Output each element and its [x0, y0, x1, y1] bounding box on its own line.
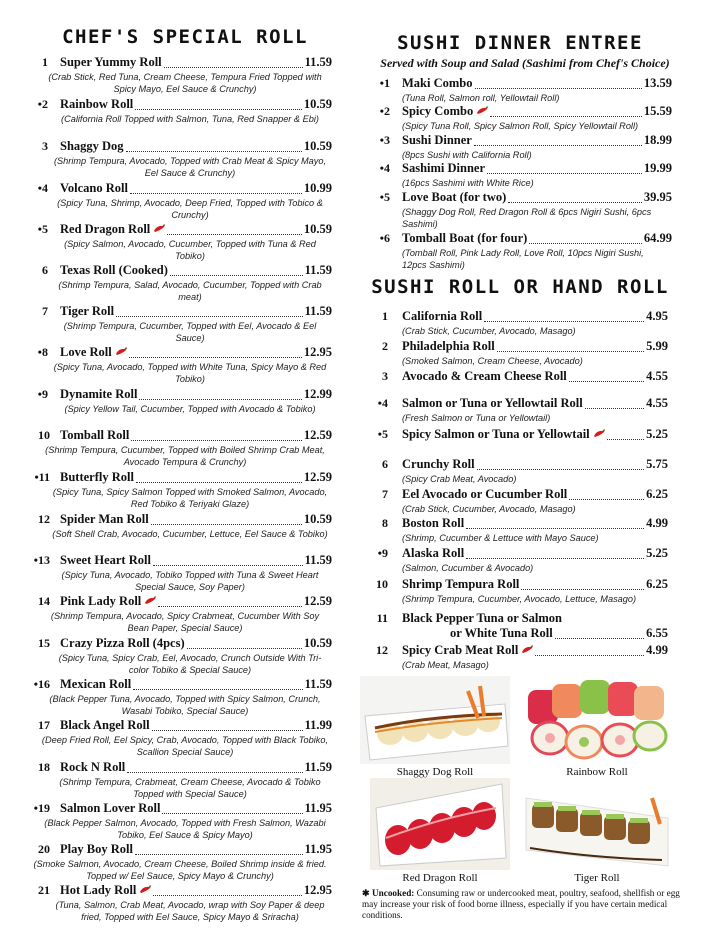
item-number: 11 [376, 611, 388, 625]
item-number: 6 [42, 263, 48, 277]
red-dragon-caption: Red Dragon Roll [402, 872, 478, 884]
item-number: •13 [33, 553, 50, 567]
item-price: 12.95 [303, 883, 332, 897]
item-description: (Salmon, Cucumber & Avocado) [402, 563, 534, 573]
item-name: Spicy Crab Meat Roll [402, 643, 519, 657]
item-name: Sushi Dinner [402, 133, 472, 147]
chefs-special-title: CHEF'S SPECIAL ROLL [62, 26, 308, 48]
chili-pepper-icon [144, 596, 156, 606]
item-price: 10.59 [303, 139, 332, 153]
item-number: •19 [33, 801, 50, 815]
item-number: •6 [379, 231, 390, 245]
item-name: Spider Man Roll [60, 512, 149, 526]
item-number: 20 [38, 842, 50, 856]
item-price: 13.59 [643, 76, 672, 90]
dot-leader [521, 580, 644, 590]
item-number: •16 [33, 677, 50, 691]
spicy-marker [141, 594, 156, 609]
item-price: 18.99 [643, 133, 672, 147]
item-name: Rock N Roll [60, 760, 126, 774]
item-description: (Black Pepper Tuna, Avocado, Topped with Spicy Salmon, Crunch, Wasabi Tobiko, Special Sauce) [49, 694, 321, 716]
item-description: (Smoke Salmon, Avocado, Cream Cheese, Boiled Shrimp inside & fried. Topped w/ Eel Sauce, Spicy Mayo & Crunchy) [33, 859, 327, 881]
item-number: 3 [382, 369, 388, 383]
item-description: (Shrimp Tempura, Crabmeat, Cream Cheese, Avocado & Tobiko Topped with Special Sauce) [59, 777, 321, 799]
item-description: (Fresh Salmon or Tuna or Yellowtail) [402, 413, 551, 423]
item-description: (California Roll Topped with Salmon, Tuna, Red Snapper & Ebi) [61, 114, 319, 124]
item-price: 10.99 [303, 181, 332, 195]
dot-leader [139, 390, 301, 400]
item-price: 6.25 [646, 577, 668, 591]
item-price: 11.59 [304, 677, 332, 691]
dot-leader [484, 312, 644, 322]
dot-leader [490, 107, 642, 117]
item-price: 4.99 [646, 516, 668, 530]
item-number: •9 [37, 387, 48, 401]
item-number: •2 [379, 104, 390, 118]
item-description: (Black Pepper Salmon, Avocado, Topped with Fresh Salmon, Wazabi Tobiko, Eel Sauce & Spicy Mayo) [44, 818, 326, 840]
rainbow-roll-photo [522, 676, 672, 764]
note-text: Consuming raw or undercooked meat, poultry, seafood, shellfish or egg may increase your risk of food borne illness, especially if you have certain medical conditions. [362, 888, 680, 920]
dot-leader [585, 399, 644, 409]
spicy-marker [590, 427, 605, 442]
item-name: Black Pepper Tuna or Salmon [402, 611, 562, 625]
dot-leader [127, 763, 302, 773]
item-number: 6 [382, 457, 388, 471]
item-description: (Crab Stick, Cucumber, Avocado, Masago) [402, 504, 576, 514]
item-name: Play Boy Roll [60, 842, 133, 856]
item-name: Dynamite Roll [60, 387, 138, 401]
item-price: 5.25 [646, 546, 668, 560]
item-price: 11.95 [304, 801, 332, 815]
dot-leader [162, 804, 302, 814]
spicy-marker [112, 345, 127, 360]
chili-pepper-icon [593, 429, 605, 439]
item-number: 8 [382, 516, 388, 530]
item-number: 12 [376, 643, 388, 657]
item-price: 12.59 [303, 428, 332, 442]
dot-leader [497, 342, 644, 352]
dot-leader [569, 490, 644, 500]
dot-leader [133, 680, 302, 690]
item-description: (Spicy Tuna, Avocado, Topped with White Tuna, Spicy Mayo & Red Tobiko) [53, 362, 327, 384]
item-name: Tomball Boat (for four) [402, 231, 528, 245]
chili-pepper-icon [476, 106, 488, 116]
dot-leader [569, 372, 644, 382]
item-name: Salmon or Tuna or Yellowtail Roll [402, 396, 583, 410]
item-description: (Shrimp Tempura, Cucumber, Topped with Eel, Avocado & Eel Sauce) [63, 321, 317, 343]
item-name: Crazy Pizza Roll (4pcs) [60, 636, 185, 650]
dot-leader [153, 886, 301, 896]
dot-leader [151, 515, 302, 525]
dot-leader [466, 519, 644, 529]
spicy-marker [518, 643, 533, 658]
item-description: (Soft Shell Crab, Avocado, Cucumber, Lettuce, Eel Sauce & Tobiko) [52, 529, 328, 539]
item-price: 19.99 [643, 161, 672, 175]
item-name: Love Boat (for two) [402, 190, 507, 204]
item-name: Volcano Roll [60, 181, 128, 195]
item-name: California Roll [402, 309, 483, 323]
item-name: Rainbow Roll [60, 97, 134, 111]
tiger-roll-photo [522, 778, 672, 870]
item-number: •9 [377, 546, 388, 560]
item-number: •3 [379, 133, 390, 147]
dot-leader [131, 431, 302, 441]
item-description: (Tuna Roll, Salmon roll, Yellowtail Roll) [402, 93, 560, 103]
item-price: 4.95 [646, 309, 668, 323]
item-name: Mexican Roll [60, 677, 132, 691]
item-name: Sashimi Dinner [402, 161, 486, 175]
dot-leader [187, 639, 302, 649]
item-name: Pink Lady Roll [60, 594, 142, 608]
dot-leader [607, 430, 644, 440]
item-price: 6.55 [646, 626, 668, 640]
dot-leader [135, 845, 303, 855]
item-number: 15 [38, 636, 50, 650]
item-price: 6.25 [646, 487, 668, 501]
item-description: (Shrimp Tempura, Avocado, Topped with Crab Meat & Spicy Mayo, Eel Sauce & Crunchy) [53, 156, 326, 178]
item-description: (Spicy Tuna, Shrimp, Avocado, Deep Fried, Topped with Tobico & Crunchy) [57, 198, 323, 220]
item-description: (Shrimp Tempura, Cucumber, Avocado, Lettuce, Masago) [402, 594, 637, 604]
item-number: 2 [382, 339, 388, 353]
item-number: 10 [376, 577, 388, 591]
dot-leader [529, 234, 642, 244]
item-price: 5.75 [646, 457, 668, 471]
item-price: 10.59 [303, 636, 332, 650]
item-price: 11.99 [304, 718, 332, 732]
item-number: •1 [379, 76, 390, 90]
item-description: (8pcs Sushi with California Roll) [402, 150, 532, 160]
item-description: (Crab Stick, Cucumber, Avocado, Masago) [402, 326, 576, 336]
dot-leader [158, 597, 302, 607]
item-description: (Deep Fried Roll, Eel Spicy, Crab, Avocado, Topped with Black Tobiko, Scallion Special Sauce) [41, 735, 329, 757]
dot-leader [170, 266, 303, 276]
item-price: 11.95 [304, 842, 332, 856]
shaggy-dog-caption: Shaggy Dog Roll [396, 766, 474, 778]
item-number: 10 [38, 428, 50, 442]
item-number: •5 [377, 427, 388, 441]
item-name: Boston Roll [402, 516, 465, 530]
item-price: 12.95 [303, 345, 332, 359]
item-description: (Smoked Salmon, Cream Cheese, Avocado) [402, 356, 583, 366]
dot-leader [477, 460, 645, 470]
dot-leader [487, 164, 642, 174]
item-name: Eel Avocado or Cucumber Roll [402, 487, 568, 501]
item-number: •8 [37, 345, 48, 359]
spicy-marker [150, 222, 165, 237]
item-number: 14 [38, 594, 50, 608]
dot-leader [126, 142, 302, 152]
item-description: (Shrimp Tempura, Salad, Avocado, Cucumber, Topped with Crab meat) [58, 280, 322, 302]
item-price: 4.55 [646, 396, 668, 410]
item-description: (Tuna, Salmon, Crab Meat, Avocado, wrap with Soy Paper & deep fried, Topped with Eel Sauce, Spicy Mayo & Sriracha) [55, 900, 325, 922]
item-price: 11.59 [304, 55, 332, 69]
note-label: Uncooked: [372, 888, 415, 898]
item-description: (Spicy Tuna Roll, Spicy Salmon Roll, Spicy Yellowtail Roll) [402, 121, 639, 131]
chili-pepper-icon [153, 224, 165, 234]
item-description: (Shrimp Tempura, Avocado, Spicy Crabmeat, Cucumber With Soy Bean Paper, Special Sauce) [50, 611, 320, 633]
item-description: (Spicy Salmon, Avocado, Cucumber, Topped with Tuna & Red Tobiko) [64, 239, 316, 261]
item-name: Tomball Roll [60, 428, 130, 442]
item-name: Crunchy Roll [402, 457, 475, 471]
item-number: •5 [379, 190, 390, 204]
item-description: (Spicy Yellow Tail, Cucumber, Topped with Avocado & Tobiko) [64, 404, 316, 414]
item-name: Tiger Roll [60, 304, 115, 318]
item-price: 5.99 [646, 339, 668, 353]
item-name: Texas Roll (Cooked) [60, 263, 168, 277]
dot-leader [136, 473, 302, 483]
item-number: 17 [38, 718, 50, 732]
dinner-title: SUSHI DINNER ENTREE [397, 32, 643, 54]
item-price: 10.59 [303, 512, 332, 526]
item-name: Spicy Combo [402, 104, 474, 118]
item-name: Hot Lady Roll [60, 883, 137, 897]
item-number: 18 [38, 760, 50, 774]
item-number: 21 [38, 883, 50, 897]
item-price: 64.99 [643, 231, 672, 245]
item-description: (Shrimp Tempura, Cucumber, Topped with Boiled Shrimp Crab Meat, Avocado Tempura & Crunchy) [45, 445, 325, 467]
item-number: 1 [382, 309, 388, 323]
item-description: (Crab Stick, Red Tuna, Cream Cheese, Tempura Fried Topped with Spicy Mayo, Eel Sauce & Crunchy) [48, 72, 322, 94]
item-name: Shaggy Dog [60, 139, 124, 153]
chili-pepper-icon [139, 885, 151, 895]
item-name: Love Roll [60, 345, 112, 359]
item-number: •4 [379, 161, 390, 175]
dot-leader [153, 556, 303, 566]
item-description: (Tomball Roll, Pink Lady Roll, Love Roll, 10pcs Nigiri Sushi, 12pcs Sashimi) [402, 248, 644, 270]
item-price: 11.59 [304, 553, 332, 567]
item-description: (Shaggy Dog Roll, Red Dragon Roll & 6pcs Nigiri Sushi, 6pcs Sashimi) [402, 207, 652, 229]
tiger-roll-caption: Tiger Roll [574, 872, 620, 884]
item-price: 4.99 [646, 643, 668, 657]
uncooked-note: ✱ Uncooked: Consuming raw or undercooked meat, poultry, seafood, shellfish or egg may increase your risk of food borne illness, especially if you have certain medical conditions. [362, 888, 680, 920]
item-number: •4 [37, 181, 48, 195]
item-description: (Crab Meat, Masago) [402, 660, 489, 670]
dot-leader [508, 193, 642, 203]
item-description: (Shrimp, Cucumber & Lettuce with Mayo Sauce) [402, 533, 599, 543]
item-number: 7 [42, 304, 48, 318]
item-name: Maki Combo [402, 76, 473, 90]
item-price: 4.55 [646, 369, 668, 383]
item-name: Alaska Roll [402, 546, 465, 560]
item-price: 5.25 [646, 427, 668, 441]
item-price: 12.99 [303, 387, 332, 401]
item-price: 11.59 [304, 263, 332, 277]
dot-leader [130, 184, 302, 194]
item-name: Philadelphia Roll [402, 339, 495, 353]
item-description: (Spicy Tuna, Avocado, Tobiko Topped with Tuna & Sweet Heart Special Sauce, Soy Paper) [61, 570, 319, 592]
item-name: Avocado & Cream Cheese Roll [402, 369, 567, 383]
item-name: Spicy Salmon or Tuna or Yellowtail [402, 427, 590, 441]
item-description: (Spicy Crab Meat, Avocado) [402, 474, 517, 484]
item-description: (16pcs Sashimi with White Rice) [402, 178, 534, 188]
shaggy-dog-photo [360, 676, 510, 764]
item-description: (Spicy Tuna, Spicy Salmon Topped with Smoked Salmon, Avocado, Red Tobiko & Teriyaki Glaze) [52, 487, 328, 509]
item-name: Super Yummy Roll [60, 55, 162, 69]
spicy-marker [136, 883, 151, 898]
item-price: 12.59 [303, 594, 332, 608]
rainbow-roll-caption: Rainbow Roll [566, 766, 628, 778]
item-price: 39.95 [643, 190, 672, 204]
dot-leader [474, 136, 642, 146]
item-price: 10.59 [303, 97, 332, 111]
spicy-marker [473, 104, 488, 119]
dot-leader [555, 629, 644, 639]
item-name: Red Dragon Roll [60, 222, 151, 236]
dot-leader [164, 58, 303, 68]
item-number: 3 [42, 139, 48, 153]
hand-roll-title: SUSHI ROLL OR HAND ROLL [371, 276, 669, 298]
red-dragon-photo [370, 778, 510, 870]
dot-leader [466, 549, 644, 559]
item-name-continued: or White Tuna Roll [450, 626, 553, 640]
dinner-subtitle: Served with Soup and Salad (Sashimi from Chef's Choice) [380, 56, 670, 70]
chili-pepper-icon [521, 645, 533, 655]
item-description: (Spicy Tuna, Spicy Crab, Eel, Avocado, Crunch Outside With Tri-color Tobiko & Special Sauce) [58, 653, 322, 675]
item-name: Butterfly Roll [60, 470, 134, 484]
item-number: 7 [382, 487, 388, 501]
item-price: 12.59 [303, 470, 332, 484]
item-price: 11.59 [304, 304, 332, 318]
item-number: •5 [37, 222, 48, 236]
dot-leader [167, 225, 302, 235]
item-price: 15.59 [643, 104, 672, 118]
dot-leader [152, 721, 303, 731]
item-name: Shrimp Tempura Roll [402, 577, 520, 591]
item-name: Black Angel Roll [60, 718, 150, 732]
item-price: 11.59 [304, 760, 332, 774]
item-number: 1 [42, 55, 48, 69]
dot-leader [129, 348, 302, 358]
dot-leader [535, 646, 644, 656]
item-name: Salmon Lover Roll [60, 801, 161, 815]
item-price: 10.59 [303, 222, 332, 236]
item-number: 12 [38, 512, 50, 526]
dot-leader [475, 79, 642, 89]
chili-pepper-icon [115, 347, 127, 357]
item-number: •4 [377, 396, 388, 410]
dot-leader [116, 307, 303, 317]
item-number: •11 [34, 470, 50, 484]
dot-leader [135, 100, 302, 110]
item-number: •2 [37, 97, 48, 111]
item-name: Sweet Heart Roll [60, 553, 151, 567]
